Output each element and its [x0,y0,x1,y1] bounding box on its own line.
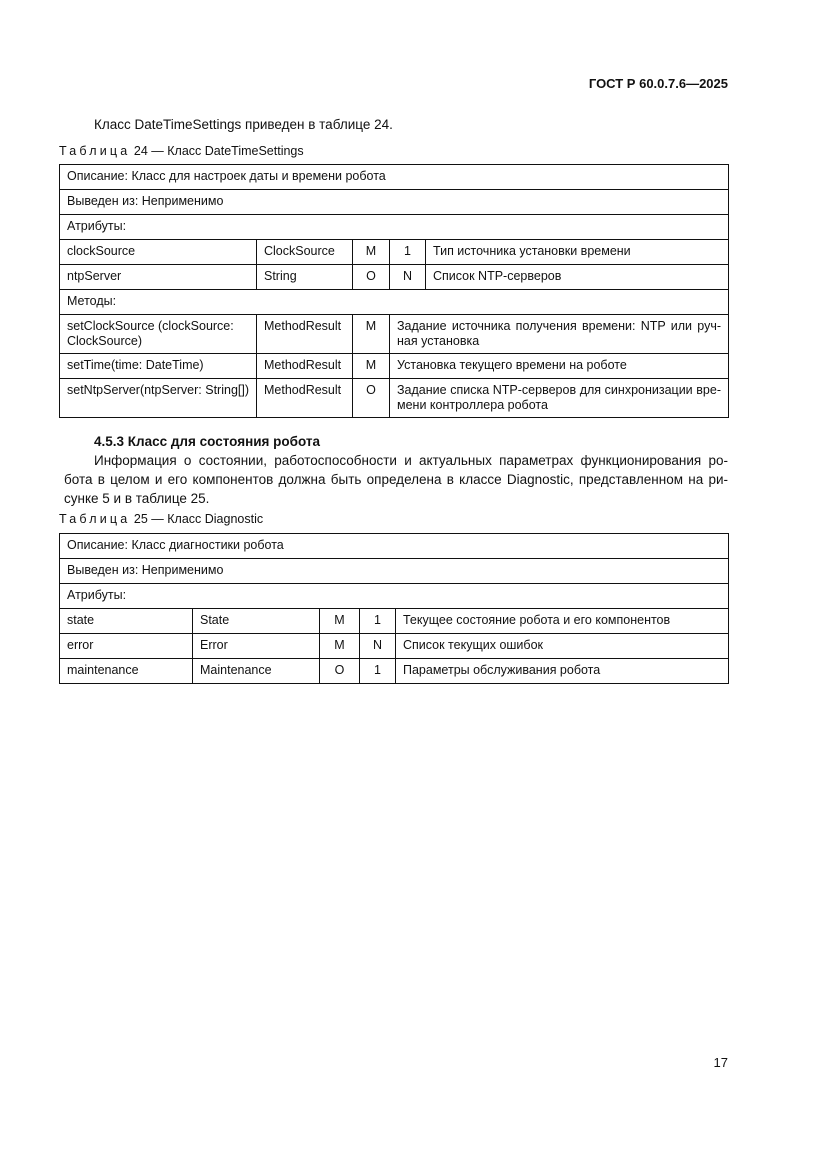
table25-description: Описание: Класс диагностики робота [60,534,729,559]
table25-caption [59,512,263,526]
attr-mult: N [390,265,426,290]
table24-description: Описание: Класс для настроек даты и времени робота [60,165,729,190]
table-25 [59,533,729,684]
table-row [60,240,729,265]
method-req: M [353,354,390,379]
attr-desc: Параметры обслуживания робота [396,659,729,684]
table-row [60,379,729,418]
section-paragraph: Информация о состоянии, работоспособности и актуальных параметрах функционирования ро-бота в целом и его компонентов должна быть определена в классе Diagnostic, представленном на ри-сунке 5 и в таблице 25. [64,453,728,506]
attr-req: M [320,609,360,634]
attr-mult: 1 [360,609,396,634]
attr-desc: Текущее состояние робота и его компонентов [396,609,729,634]
attr-name: error [60,634,193,659]
table-row [60,354,729,379]
attr-desc: Список текущих ошибок [396,634,729,659]
attr-mult: 1 [360,659,396,684]
method-desc: Задание списка NTP-серверов для синхронизации вре-мени контроллера робота [390,379,729,418]
attr-type: State [193,609,320,634]
table-row [60,165,729,190]
table-row [60,190,729,215]
method-type: MethodResult [257,379,353,418]
attr-req: M [320,634,360,659]
method-name: setTime(time: DateTime) [60,354,257,379]
attr-type: Maintenance [193,659,320,684]
intro-paragraph: Класс DateTimeSettings приведен в таблице 24. [94,117,393,132]
table-row [60,634,729,659]
attr-type: Error [193,634,320,659]
table24-attributes-label: Атрибуты: [60,215,729,240]
table-row [60,659,729,684]
attr-name: ntpServer [60,265,257,290]
table-row [60,290,729,315]
attr-desc: Список NTP-серверов [426,265,729,290]
table-row [60,534,729,559]
attr-type: ClockSource [257,240,353,265]
table-row [60,584,729,609]
table-row [60,559,729,584]
table-row [60,265,729,290]
table-row [60,215,729,240]
method-req: M [353,315,390,354]
table-24 [59,164,729,418]
table25-attributes-label: Атрибуты: [60,584,729,609]
table24-caption-text: 24 — Класс DateTimeSettings [133,144,304,158]
table25-derived: Выведен из: Неприменимо [60,559,729,584]
method-desc: Установка текущего времени на роботе [390,354,729,379]
attr-mult: 1 [390,240,426,265]
attr-req: M [353,240,390,265]
attr-name: state [60,609,193,634]
method-type: MethodResult [257,315,353,354]
method-type: MethodResult [257,354,353,379]
table24-methods-label: Методы: [60,290,729,315]
table25-caption-text: 25 — Класс Diagnostic [133,512,264,526]
table24-caption-label: Таблица [59,144,131,158]
attr-name: clockSource [60,240,257,265]
page-number: 17 [713,1055,728,1070]
table24-derived: Выведен из: Неприменимо [60,190,729,215]
method-req: O [353,379,390,418]
attr-req: O [353,265,390,290]
method-name: setNtpServer(ntpServer: String[]) [60,379,257,418]
attr-type: String [257,265,353,290]
table24-caption [59,144,304,158]
method-name: setClockSource (clockSource: ClockSource) [60,315,257,354]
attr-desc: Тип источника установки времени [426,240,729,265]
table-row [60,315,729,354]
method-desc: Задание источника получения времени: NTP или руч-ная установка [390,315,729,354]
table-row [60,609,729,634]
table25-caption-label: Таблица [59,512,131,526]
attr-req: O [320,659,360,684]
section-heading: 4.5.3 Класс для состояния робота [94,434,321,449]
attr-mult: N [360,634,396,659]
attr-name: maintenance [60,659,193,684]
document-number: ГОСТ Р 60.0.7.6—2025 [588,76,728,91]
